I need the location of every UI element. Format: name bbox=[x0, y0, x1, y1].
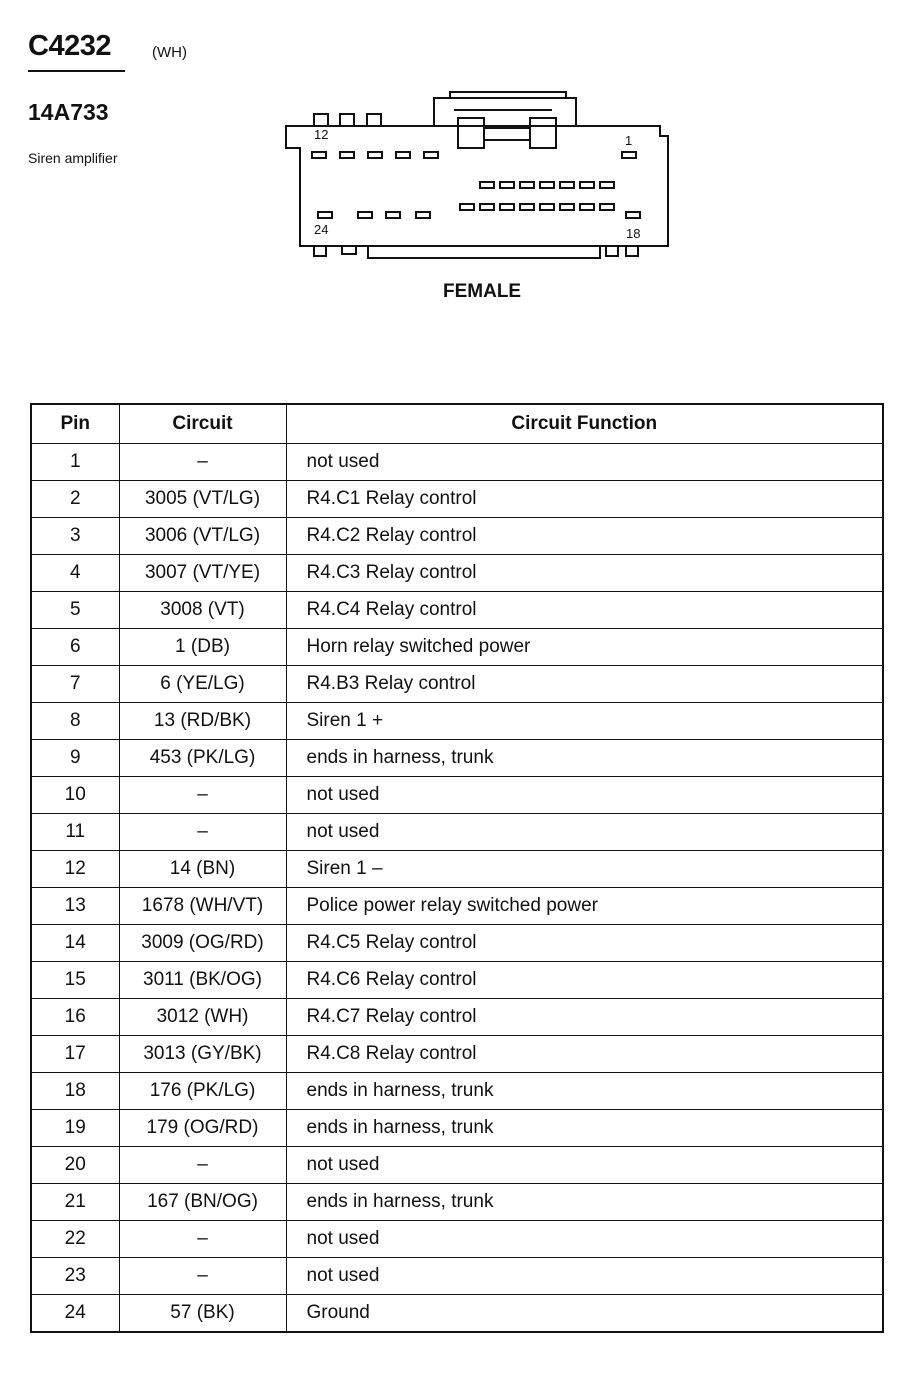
table-row bbox=[31, 1147, 883, 1184]
table-row bbox=[31, 481, 883, 518]
circuit-cell: 14 (BN) bbox=[119, 851, 286, 888]
table-row bbox=[31, 1184, 883, 1221]
table-row bbox=[31, 851, 883, 888]
pin-cell: 21 bbox=[31, 1184, 119, 1221]
circuit-cell: – bbox=[119, 1221, 286, 1258]
circuit-cell: 3008 (VT) bbox=[119, 592, 286, 629]
circuit-cell: 179 (OG/RD) bbox=[119, 1110, 286, 1147]
part-number: 14A733 bbox=[28, 99, 109, 125]
circuit-cell: 6 (YE/LG) bbox=[119, 666, 286, 703]
pin-cell: 10 bbox=[31, 777, 119, 814]
connector-color: (WH) bbox=[152, 44, 187, 61]
circuit-cell: 13 (RD/BK) bbox=[119, 703, 286, 740]
pin-cell: 17 bbox=[31, 1036, 119, 1073]
function-cell: not used bbox=[286, 1147, 883, 1184]
pin-cell: 20 bbox=[31, 1147, 119, 1184]
circuit-cell: 3007 (VT/YE) bbox=[119, 555, 286, 592]
connector-id: C4232 bbox=[28, 30, 111, 62]
pin-label-18: 18 bbox=[626, 226, 641, 241]
function-cell: not used bbox=[286, 1258, 883, 1295]
circuit-cell: 453 (PK/LG) bbox=[119, 740, 286, 777]
table-row bbox=[31, 592, 883, 629]
circuit-cell: 3009 (OG/RD) bbox=[119, 925, 286, 962]
table-row bbox=[31, 1110, 883, 1147]
function-cell: Police power relay switched power bbox=[286, 888, 883, 925]
pin-cell: 23 bbox=[31, 1258, 119, 1295]
pin-label-1: 1 bbox=[625, 133, 633, 148]
pin-cell: 11 bbox=[31, 814, 119, 851]
pin-cell: 7 bbox=[31, 666, 119, 703]
connector-diagram bbox=[270, 88, 680, 268]
pin-cell: 6 bbox=[31, 629, 119, 666]
pin-cell: 4 bbox=[31, 555, 119, 592]
pin-cell: 22 bbox=[31, 1221, 119, 1258]
function-cell: Siren 1 – bbox=[286, 851, 883, 888]
circuit-cell: – bbox=[119, 777, 286, 814]
function-cell: ends in harness, trunk bbox=[286, 740, 883, 777]
function-cell: R4.C1 Relay control bbox=[286, 481, 883, 518]
pin-cell: 19 bbox=[31, 1110, 119, 1147]
pin-cell: 9 bbox=[31, 740, 119, 777]
function-cell: R4.C3 Relay control bbox=[286, 555, 883, 592]
circuit-cell: 3005 (VT/LG) bbox=[119, 481, 286, 518]
table-row bbox=[31, 666, 883, 703]
function-cell: R4.C2 Relay control bbox=[286, 518, 883, 555]
function-cell: not used bbox=[286, 777, 883, 814]
function-cell: R4.C4 Relay control bbox=[286, 592, 883, 629]
table-row bbox=[31, 925, 883, 962]
pin-label-24: 24 bbox=[314, 222, 329, 237]
pin-cell: 24 bbox=[31, 1295, 119, 1333]
pin-cell: 8 bbox=[31, 703, 119, 740]
table-row bbox=[31, 1258, 883, 1295]
function-cell: R4.C5 Relay control bbox=[286, 925, 883, 962]
circuit-cell: – bbox=[119, 1258, 286, 1295]
circuit-cell: 176 (PK/LG) bbox=[119, 1073, 286, 1110]
circuit-cell: 3012 (WH) bbox=[119, 999, 286, 1036]
pin-cell: 14 bbox=[31, 925, 119, 962]
table-header-row bbox=[31, 404, 883, 444]
pin-table bbox=[30, 403, 884, 1333]
function-cell: not used bbox=[286, 444, 883, 481]
pin-cell: 5 bbox=[31, 592, 119, 629]
function-cell: Horn relay switched power bbox=[286, 629, 883, 666]
pin-cell: 1 bbox=[31, 444, 119, 481]
pin-cell: 2 bbox=[31, 481, 119, 518]
table-row bbox=[31, 518, 883, 555]
function-cell: ends in harness, trunk bbox=[286, 1110, 883, 1147]
function-cell: Ground bbox=[286, 1295, 883, 1333]
header-pin: Pin bbox=[31, 404, 119, 444]
table-body bbox=[31, 444, 883, 1333]
header-circuit: Circuit bbox=[119, 404, 286, 444]
pin-cell: 18 bbox=[31, 1073, 119, 1110]
function-cell: R4.B3 Relay control bbox=[286, 666, 883, 703]
circuit-cell: – bbox=[119, 1147, 286, 1184]
function-cell: Siren 1 + bbox=[286, 703, 883, 740]
function-cell: ends in harness, trunk bbox=[286, 1184, 883, 1221]
function-cell: not used bbox=[286, 1221, 883, 1258]
circuit-cell: 167 (BN/OG) bbox=[119, 1184, 286, 1221]
circuit-cell: – bbox=[119, 814, 286, 851]
table-row bbox=[31, 777, 883, 814]
pin-cell: 16 bbox=[31, 999, 119, 1036]
circuit-cell: – bbox=[119, 444, 286, 481]
table-row bbox=[31, 629, 883, 666]
table-row bbox=[31, 1036, 883, 1073]
table-row bbox=[31, 555, 883, 592]
circuit-cell: 3011 (BK/OG) bbox=[119, 962, 286, 999]
table-row bbox=[31, 962, 883, 999]
table-row bbox=[31, 703, 883, 740]
function-cell: R4.C8 Relay control bbox=[286, 1036, 883, 1073]
header-circuit-function: Circuit Function bbox=[286, 404, 883, 444]
function-cell: not used bbox=[286, 814, 883, 851]
function-cell: R4.C6 Relay control bbox=[286, 962, 883, 999]
table-row bbox=[31, 444, 883, 481]
table-row bbox=[31, 888, 883, 925]
pin-cell: 12 bbox=[31, 851, 119, 888]
circuit-cell: 1678 (WH/VT) bbox=[119, 888, 286, 925]
connector-id-underline bbox=[28, 70, 125, 72]
circuit-cell: 1 (DB) bbox=[119, 629, 286, 666]
part-description: Siren amplifier bbox=[28, 150, 118, 166]
table-row bbox=[31, 1221, 883, 1258]
function-cell: ends in harness, trunk bbox=[286, 1073, 883, 1110]
table-row bbox=[31, 1073, 883, 1110]
circuit-cell: 3006 (VT/LG) bbox=[119, 518, 286, 555]
connector-view-label: FEMALE bbox=[443, 281, 522, 302]
table-row bbox=[31, 999, 883, 1036]
circuit-cell: 57 (BK) bbox=[119, 1295, 286, 1333]
pin-label-12: 12 bbox=[314, 127, 329, 142]
circuit-cell: 3013 (GY/BK) bbox=[119, 1036, 286, 1073]
pin-cell: 13 bbox=[31, 888, 119, 925]
pin-cell: 3 bbox=[31, 518, 119, 555]
table-row bbox=[31, 740, 883, 777]
function-cell: R4.C7 Relay control bbox=[286, 999, 883, 1036]
pin-cell: 15 bbox=[31, 962, 119, 999]
table-row bbox=[31, 1295, 883, 1333]
table-row bbox=[31, 814, 883, 851]
